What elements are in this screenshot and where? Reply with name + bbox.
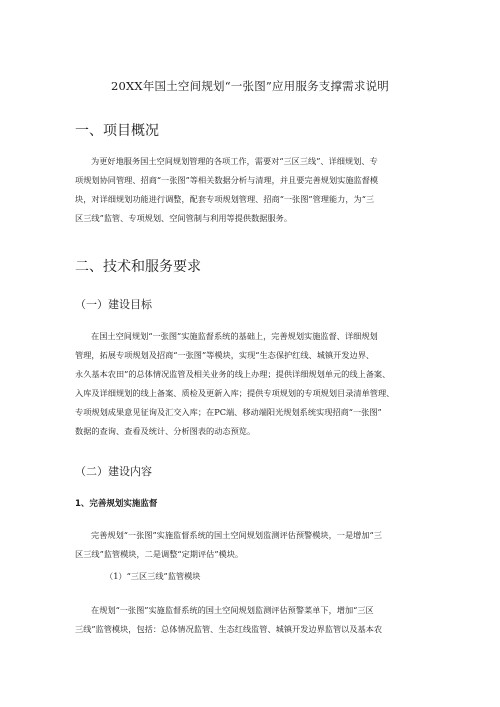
subsection-goals-paragraph [75, 327, 435, 441]
paragraph-line: 区三线”监管、专项规划、空间管制与利用等提供数据服务。 [75, 213, 293, 223]
paragraph-line: 入库及详细规划的线上备案、质检及更新入库；提供专项规划的专项规划目录清单管理、 [75, 388, 395, 398]
item-1-heading: 1、完善规划实施监督 [75, 499, 158, 509]
item-1-paragraph [75, 526, 435, 564]
document-title: 20XX年国土空间规划“一张图”应用服务支撑需求说明 [111, 79, 389, 93]
section-2-heading: 二、技术和服务要求 [75, 259, 201, 275]
paragraph-line: 数据的查询、查看及统计、分析图表的动态预览。 [75, 426, 256, 436]
subsection-goals-heading: （一）建设目标 [75, 298, 152, 311]
item-1-sub-heading: （1）“三区三线”监管模块 [105, 571, 201, 581]
section-1-paragraph [75, 152, 435, 228]
paragraph-line: 为更好地服务国土空间规划管理的各项工作，需要对“三区三线”、详细规划、专 [91, 156, 378, 166]
paragraph-line: 项规划协同管理、招商“一张图”等相关数据分析与清理，并且要完善规划实施监督模 [75, 175, 379, 185]
subsection-content-heading: （二）建设内容 [75, 465, 152, 478]
paragraph-line: 三线”监管模块，包括：总体情况监管、生态红线监管、城镇开发边界监管以及基本农 [75, 624, 383, 634]
paragraph-line: 永久基本农田”的总体情况监管及相关业务的线上办理；提供详细规划单元的线上备案、 [75, 369, 391, 379]
paragraph-line: 块，对详细规划功能进行调整，配套专项规划管理、招商“一张图”管理能力，为“三 [75, 194, 375, 204]
paragraph-line: 完善规划“一张图”实施监督系统的国土空间规划监测评估预警模块，一是增加“三 [91, 530, 382, 540]
paragraph-line: 在国土空间规划“一张图”实施监督系统的基础上，完善规划实施监督、详细规划 [91, 331, 378, 341]
paragraph-line: 管理，拓展专项规划及招商“一张图”等模块，实现“生态保护红线、城镇开发边界、 [75, 350, 375, 360]
paragraph-line: 专项规划成果意见征询及汇交入库；在PC端、移动端阳光规划系统实现招商“一张图” [75, 407, 382, 417]
section-1-heading: 一、项目概况 [75, 123, 159, 139]
paragraph-line: 区三线”监管模块，二是调整“定期评估”模块。 [75, 549, 244, 559]
paragraph-line: 在规划“一张图”实施监督系统的国土空间规划监测评估预警菜单下，增加“三区 [91, 605, 374, 615]
item-1-detail-paragraph [75, 601, 435, 639]
